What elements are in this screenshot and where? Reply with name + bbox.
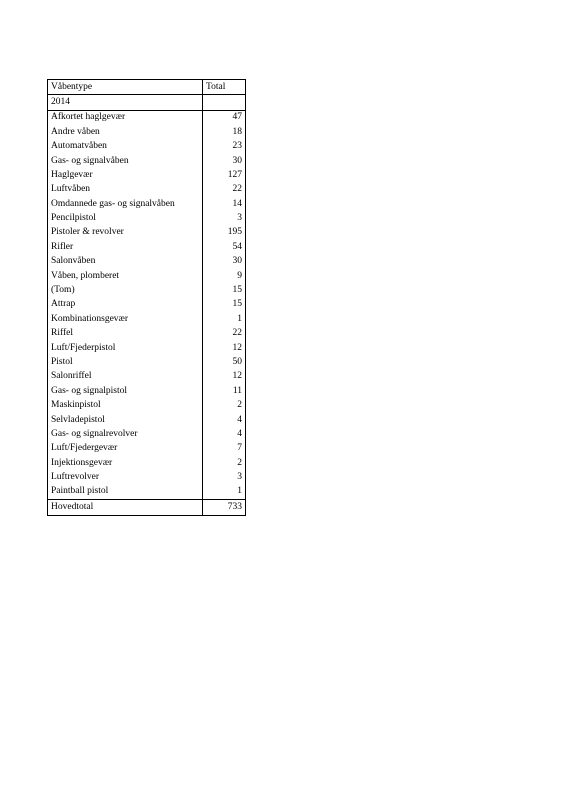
weapon-type-cell: Pistol: [48, 355, 203, 369]
table-row: [48, 399, 246, 413]
weapon-type-cell: Luftrevolver: [48, 471, 203, 485]
total-cell: 12: [203, 341, 246, 355]
total-cell: 12: [203, 370, 246, 384]
total-cell: 47: [203, 110, 246, 125]
weapon-type-cell: Pencilpistol: [48, 212, 203, 226]
total-cell: 11: [203, 384, 246, 398]
weapon-type-cell: Luft/Fjederpistol: [48, 341, 203, 355]
weapon-type-table: [47, 79, 246, 516]
column-header-type: Våbentype: [48, 80, 203, 95]
total-cell: 127: [203, 168, 246, 182]
table-row: [48, 197, 246, 211]
table-row: [48, 125, 246, 139]
table-row: [48, 471, 246, 485]
table-row: [48, 255, 246, 269]
total-cell: 54: [203, 240, 246, 254]
weapon-type-cell: Automatvåben: [48, 140, 203, 154]
table-row: [48, 456, 246, 470]
table-row: [48, 168, 246, 182]
weapon-type-cell: Andre våben: [48, 125, 203, 139]
weapon-type-cell: Kombinationsgevær: [48, 312, 203, 326]
table-row: [48, 413, 246, 427]
total-cell: 4: [203, 413, 246, 427]
total-cell: 4: [203, 427, 246, 441]
total-cell: 9: [203, 269, 246, 283]
table-row: [48, 240, 246, 254]
total-cell: 18: [203, 125, 246, 139]
column-header-total: Total: [203, 80, 246, 95]
table-row: [48, 427, 246, 441]
table-row: [48, 154, 246, 168]
year-row: [48, 95, 246, 110]
grand-total-row: [48, 500, 246, 515]
weapon-type-cell: Injektionsgevær: [48, 456, 203, 470]
year-label: 2014: [48, 95, 203, 110]
table-row: [48, 226, 246, 240]
weapon-type-cell: Attrap: [48, 298, 203, 312]
table-row: [48, 312, 246, 326]
total-cell: 7: [203, 442, 246, 456]
weapon-type-cell: Luftvåben: [48, 183, 203, 197]
total-cell: 22: [203, 183, 246, 197]
weapon-type-cell: Gas- og signalrevolver: [48, 427, 203, 441]
weapon-type-cell: Afkortet haglgevær: [48, 110, 203, 125]
table-row: [48, 327, 246, 341]
weapon-type-cell: Omdannede gas- og signalvåben: [48, 197, 203, 211]
table-row: [48, 442, 246, 456]
weapon-type-cell: Gas- og signalpistol: [48, 384, 203, 398]
weapon-type-cell: Våben, plomberet: [48, 269, 203, 283]
table-row: [48, 183, 246, 197]
table-row: [48, 110, 246, 125]
table-row: [48, 370, 246, 384]
total-cell: 3: [203, 212, 246, 226]
table-row: [48, 341, 246, 355]
table-row: [48, 212, 246, 226]
total-cell: 50: [203, 355, 246, 369]
total-cell: 2: [203, 399, 246, 413]
weapon-type-cell: Selvladepistol: [48, 413, 203, 427]
table-body: [48, 80, 246, 516]
weapon-type-cell: Luft/Fjedergevær: [48, 442, 203, 456]
weapon-type-cell: Pistoler & revolver: [48, 226, 203, 240]
table-row: [48, 298, 246, 312]
total-cell: 1: [203, 485, 246, 500]
weapon-type-cell: Salonriffel: [48, 370, 203, 384]
total-cell: 14: [203, 197, 246, 211]
weapon-type-cell: (Tom): [48, 283, 203, 297]
total-cell: 23: [203, 140, 246, 154]
total-cell: 15: [203, 283, 246, 297]
total-cell: 15: [203, 298, 246, 312]
total-cell: 22: [203, 327, 246, 341]
table-header-row: [48, 80, 246, 95]
total-cell: 2: [203, 456, 246, 470]
total-cell: 3: [203, 471, 246, 485]
weapon-type-cell: Haglgevær: [48, 168, 203, 182]
grand-total-label: Hovedtotal: [48, 500, 203, 515]
year-empty-cell: [203, 95, 246, 110]
weapon-type-cell: Paintball pistol: [48, 485, 203, 500]
table-row: [48, 140, 246, 154]
total-cell: 1: [203, 312, 246, 326]
table-row: [48, 269, 246, 283]
table-row: [48, 485, 246, 500]
table-row: [48, 384, 246, 398]
weapon-type-cell: Salonvåben: [48, 255, 203, 269]
total-cell: 30: [203, 255, 246, 269]
table-row: [48, 355, 246, 369]
total-cell: 195: [203, 226, 246, 240]
weapon-type-cell: Riffel: [48, 327, 203, 341]
table-row: [48, 283, 246, 297]
weapon-type-cell: Rifler: [48, 240, 203, 254]
weapon-type-cell: Maskinpistol: [48, 399, 203, 413]
total-cell: 30: [203, 154, 246, 168]
weapon-type-cell: Gas- og signalvåben: [48, 154, 203, 168]
grand-total-value: 733: [203, 500, 246, 515]
